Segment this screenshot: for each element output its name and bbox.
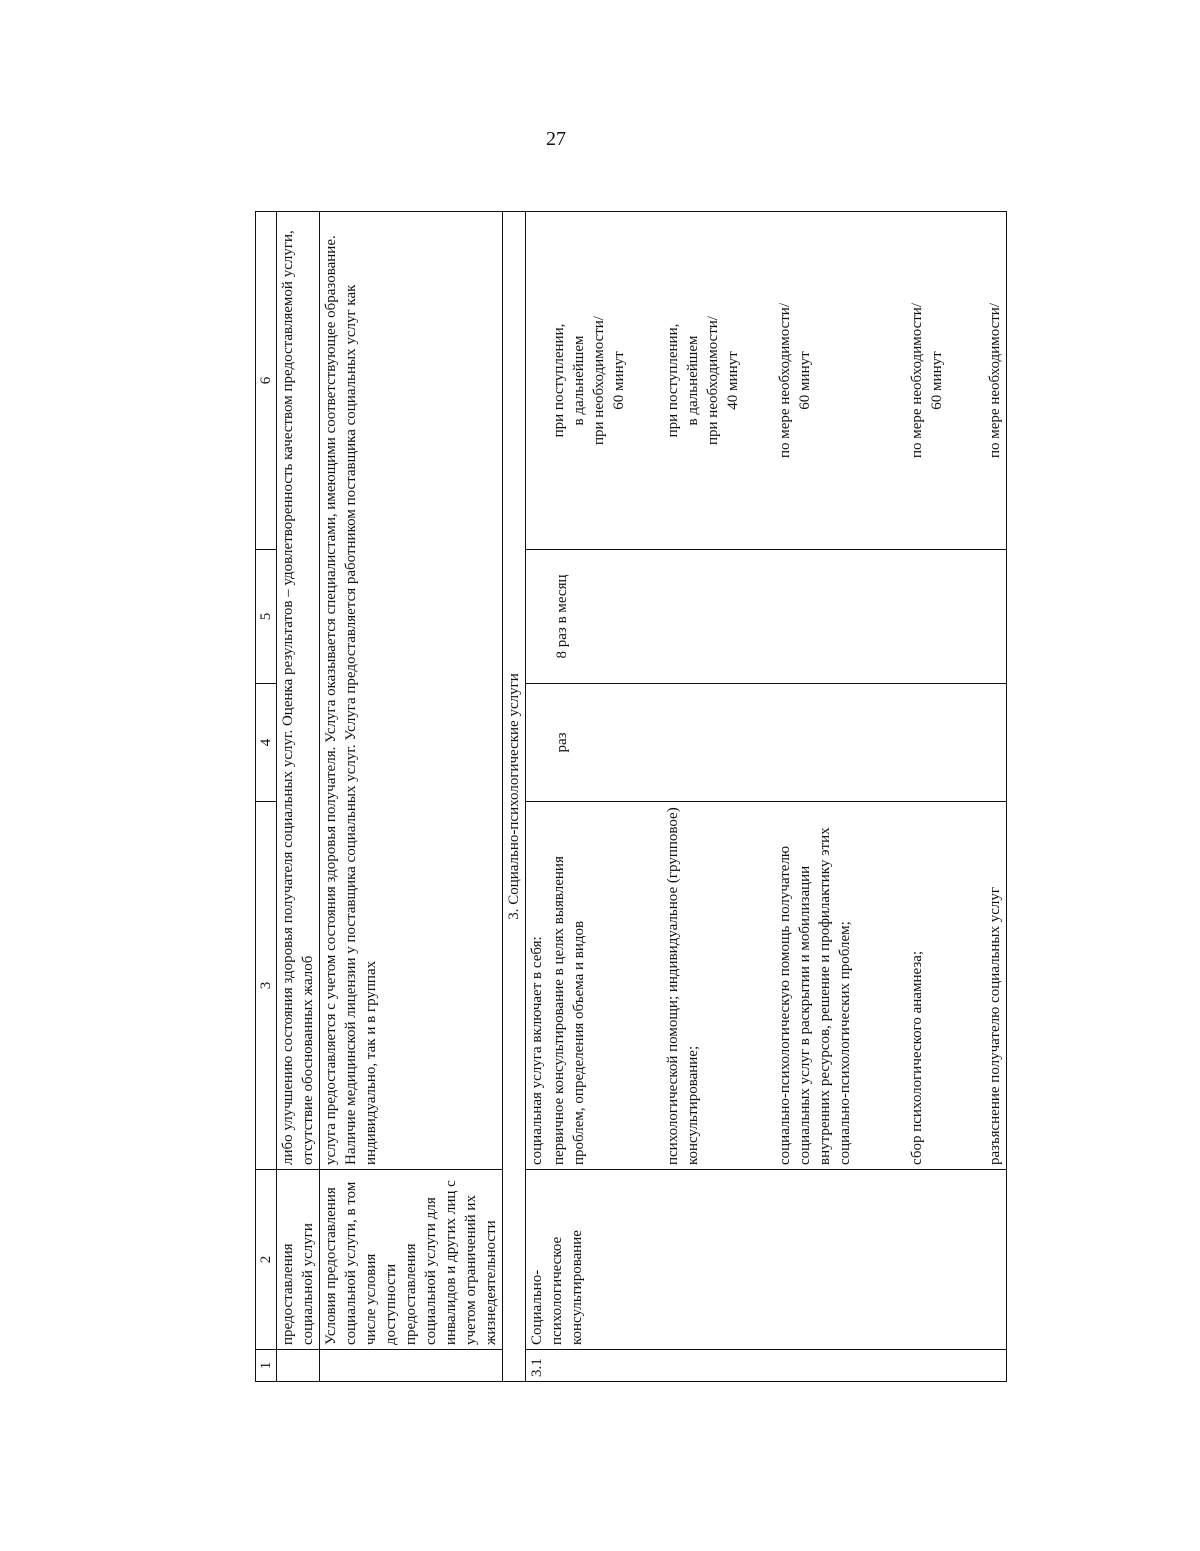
service-row [526, 212, 1007, 1382]
row-content-cell: услуга предоставляется с учетом состояния здоровья получателя. Услуга оказывается специалистами, имеющими соответствующее образование. Наличие медицинской лицензии у поставщика социальных услуг. Услуга предоставляется работником поставщика социальных услуг как индивидуально, так и в группах [320, 212, 503, 1170]
rotated-page-content [255, 212, 1050, 1382]
header-col-5: 5 [256, 550, 277, 684]
service-item-5: разъяснение получателю социальных услуг [987, 886, 1003, 1165]
frequency-item-4: по мере необходимости/ 60 минут [909, 303, 945, 459]
service-item-3: социально-психологическую помощь получателю социальных услуг в раскрытии и мобилизации внутренних ресурсов, решение и профилактику этих социально-психологических проблем; [777, 827, 853, 1165]
service-number: 3.1 [526, 1350, 1007, 1382]
frequency-item-1: при поступлении, в дальнейшем при необходимости/ 60 минут [551, 316, 627, 445]
table-row [320, 212, 503, 1382]
frequency-item-2: при поступлении, в дальнейшем при необходимости/ 40 минут [665, 316, 741, 445]
service-unit: раз [526, 684, 1007, 802]
frequency-item-5: по мере необходимости/ [987, 303, 1003, 459]
frequency-item-3: по мере необходимости/ 60 минут [777, 303, 813, 459]
service-item-1: первичное консультирование в целях выявления проблем, определения объема и видов [551, 856, 587, 1165]
section-row [503, 212, 526, 1382]
header-col-4: 4 [256, 684, 277, 802]
service-norm: 8 раз в месяц [526, 550, 1007, 684]
table-row [277, 212, 320, 1382]
row-content-cell: либо улучшению состояния здоровья получателя социальных услуг. Оценка результатов – удовлетворенность качеством предоставляемой услуги, отсутствие обоснованных жалоб [277, 212, 320, 1170]
section-title: 3. Социально-психологические услуги [503, 212, 526, 1382]
row-number-cell [320, 1350, 503, 1382]
header-col-2: 2 [256, 1170, 277, 1350]
row-number-cell [277, 1350, 320, 1382]
service-description [526, 802, 1007, 1170]
header-col-1: 1 [256, 1350, 277, 1382]
service-item-2: психологической помощи; индивидуальное (групповое) консультирование; [665, 807, 701, 1165]
row-label-cell: Условия предоставления социальной услуги, в том числе условия доступности предоставления социальной услуги для инвалидов и других лиц с учетом ограничений их жизнедеятельности [320, 1170, 503, 1350]
service-intro: социальная услуга включает в себя: [529, 936, 545, 1165]
service-item-4: сбор психологического анамнеза; [909, 950, 925, 1165]
page-number: 27 [546, 128, 566, 150]
header-row [256, 212, 277, 1382]
service-frequency [526, 212, 1007, 550]
header-col-6: 6 [256, 212, 277, 550]
service-name: Социально-психологическое консультирование [526, 1170, 1007, 1350]
header-col-3: 3 [256, 802, 277, 1170]
services-table [255, 211, 1007, 1382]
row-label-cell: предоставления социальной услуги [277, 1170, 320, 1350]
